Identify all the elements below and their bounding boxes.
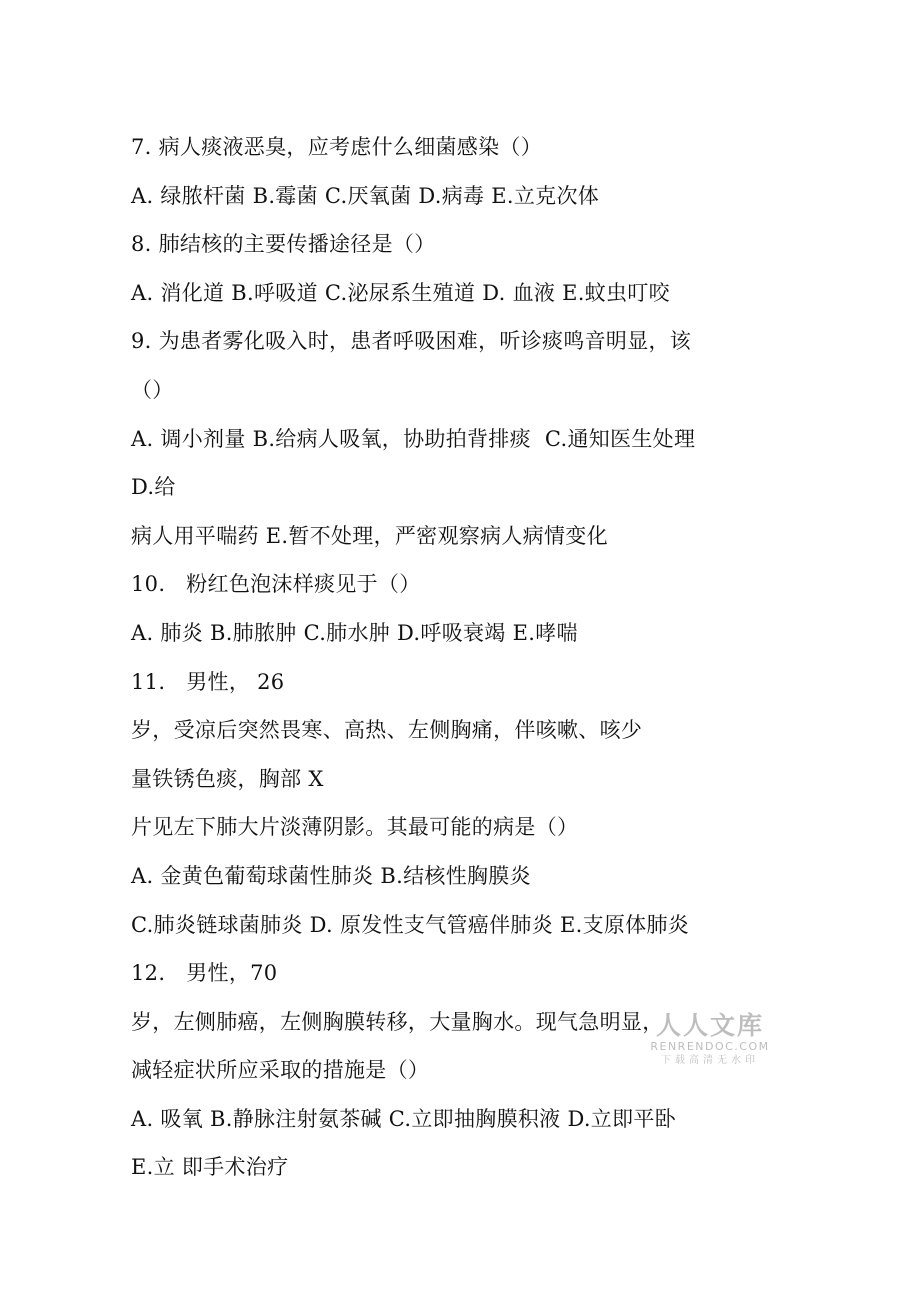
question-12-options-cont: E.立 即手术治疗 bbox=[131, 1155, 289, 1180]
watermark-logo bbox=[646, 1012, 774, 1082]
question-11-stem-cont-2: 量铁锈色痰，胸部 X bbox=[131, 766, 324, 791]
question-12-options: A. 吸氧 B.静脉注射氨茶碱 C.立即抽胸膜积液 D.立即平卧 bbox=[131, 1106, 677, 1131]
question-7-stem: 7. 病人痰液恶臭，应考虑什么细菌感染（） bbox=[131, 135, 543, 159]
question-12-stem-cont-2: 减轻症状所应采取的措施是（） bbox=[131, 1058, 430, 1083]
question-9-options-cont: D.给 bbox=[131, 475, 176, 500]
question-9-stem-cont: （） bbox=[131, 377, 174, 402]
watermark-domain: RENRENDOC.COM bbox=[650, 1040, 770, 1053]
question-9-options-cont-2: 病人用平喘药 E.暂不处理，严密观察病人病情变化 bbox=[131, 523, 608, 548]
question-8-stem: 8. 肺结核的主要传播途径是（） bbox=[131, 232, 436, 257]
question-11-stem-cont: 岁，受凉后突然畏寒、高热、左侧胸痛，伴咳嗽、咳少 bbox=[131, 718, 643, 743]
watermark-slogan: 下载高清无水印 bbox=[661, 1055, 759, 1066]
question-11-stem-cont-3: 片见左下肺大片淡薄阴影。其最可能的病是（） bbox=[131, 815, 579, 840]
question-8-options: A. 消化道 B.呼吸道 C.泌尿系生殖道 D. 血液 E.蚊虫叮咬 bbox=[131, 280, 670, 305]
question-12-stem-cont: 岁，左侧肺癌，左侧胸膜转移，大量胸水。现气急明显， bbox=[131, 1009, 664, 1034]
question-11-options: A. 金黄色葡萄球菌性肺炎 B.结核性胸膜炎 bbox=[131, 863, 531, 888]
question-10-stem: 10. 粉红色泡沫样痰见于（） bbox=[131, 572, 421, 597]
question-11-options-cont: C.肺炎链球菌肺炎 D. 原发性支气管癌伴肺炎 E.支原体肺炎 bbox=[131, 912, 690, 937]
question-11-stem: 11. 男性， 26 bbox=[131, 669, 285, 694]
question-10-options: A. 肺炎 B.肺脓肿 C.肺水肿 D.呼吸衰竭 E.哮喘 bbox=[131, 620, 578, 645]
question-12-stem: 12. 男性，70 bbox=[131, 961, 278, 986]
question-7-options: A. 绿脓杆菌 B.霉菌 C.厌氧菌 D.病毒 E.立克次体 bbox=[131, 183, 600, 208]
watermark-title: 人人文库 bbox=[655, 1011, 764, 1040]
question-9-options: A. 调小剂量 B.给病人吸氧，协助拍背排痰 C.通知医生处理 bbox=[131, 426, 696, 451]
question-9-stem: 9. 为患者雾化吸入时，患者呼吸困难，听诊痰鸣音明显，该 bbox=[131, 329, 692, 354]
